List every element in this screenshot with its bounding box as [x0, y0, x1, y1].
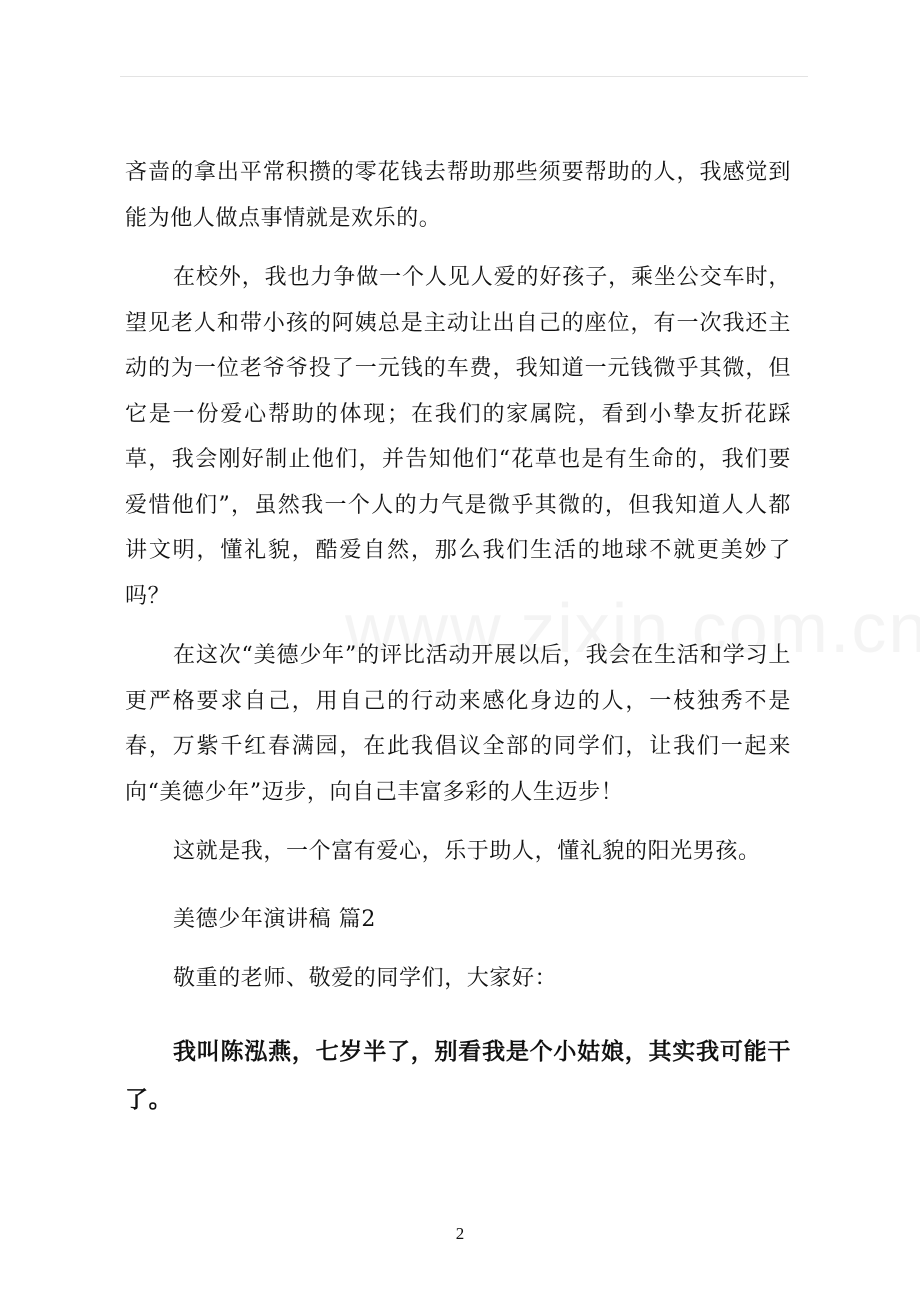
paragraph-continuation: 吝啬的拿出平常积攒的零花钱去帮助那些须要帮助的人，我感觉到能为他人做点事情就是欢乐的。 [125, 160, 791, 231]
salutation: 敬重的老师、敬爱的同学们，大家好： [173, 966, 558, 991]
paragraph-commitment: 在这次“美德少年”的评比活动开展以后，我会在生活和学习上更严格要求自己，用自己的行动来感化身边的人，一枝独秀不是春，万紫千红春满园，在此我倡议全部的同学们，让我们一起来向“美德少年”迈步，向自己丰富多彩的人生迈步！ [125, 643, 791, 805]
paragraph-conclusion: 这就是我，一个富有爱心，乐于助人，懂礼貌的阳光男孩。 [173, 839, 761, 864]
section-heading: 美德少年演讲稿 篇2 [173, 906, 376, 932]
paragraph-outside-school: 在校外，我也力争做一个人见人爱的好孩子，乘坐公交车时，望见老人和带小孩的阿姨总是主动让出自己的座位，有一次我还主动的为一位老爷爷投了一元钱的车费，我知道一元钱微乎其微，但它是一份爱心帮助的体现；在我们的家属院，看到小挚友折花踩草，我会刚好制止他们，并告知他们“花草也是有生命的，我们要爱惜他们”，虽然我一个人的力气是微乎其微的，但我知道人人都讲文明，懂礼貌，酷爱自然，那么我们生活的地球不就更美妙了吗？ [125, 265, 791, 609]
page-number: 2 [455, 1224, 465, 1243]
paragraph-introduction: 我叫陈泓燕，七岁半了，别看我是个小姑娘，其实我可能干了。 [125, 1038, 791, 1113]
document-body [125, 150, 791, 1124]
header-rule [120, 76, 808, 77]
